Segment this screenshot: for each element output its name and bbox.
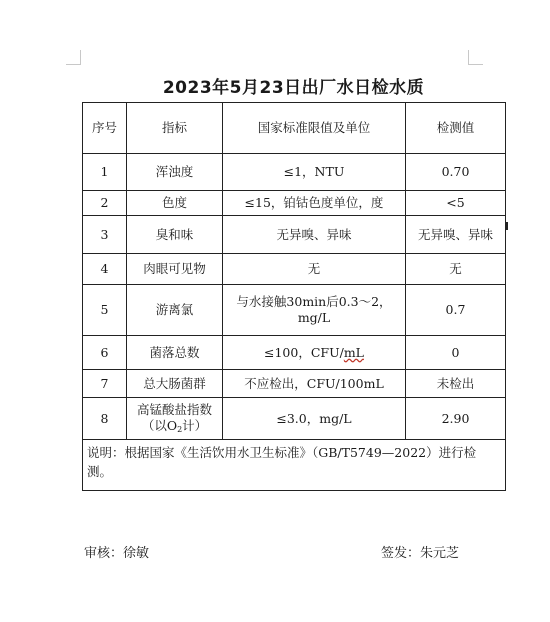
row-limit-text: ≤100，CFU/ — [264, 344, 344, 360]
row-no: 8 — [83, 398, 127, 440]
row-item — [127, 398, 223, 440]
row-no: 2 — [83, 191, 127, 216]
header-value: 检测值 — [406, 103, 506, 154]
document-title: 2023年5月23日出厂水日检水质 — [162, 78, 425, 98]
header-limit: 国家标准限值及单位 — [223, 103, 406, 154]
row-value: 无异嗅、异味 — [406, 216, 506, 254]
row-limit: ≤15，铂钴色度单位，度 — [223, 191, 406, 216]
row-item-line2a: （以O — [141, 417, 178, 433]
row-value: 0.7 — [406, 285, 506, 336]
page-corner-mark-top-left — [66, 50, 81, 65]
table-row — [83, 191, 506, 216]
row-item-subscript: 2 — [177, 424, 183, 434]
row-limit: 不应检出，CFU/100mL — [223, 370, 406, 398]
row-limit: ≤3.0，mg/L — [223, 398, 406, 440]
row-no: 4 — [83, 254, 127, 285]
water-quality-table — [82, 102, 506, 491]
table-row — [83, 398, 506, 440]
row-value: 2.90 — [406, 398, 506, 440]
row-item: 菌落总数 — [127, 336, 223, 370]
table-row — [83, 154, 506, 191]
row-item-line2b: 计） — [182, 417, 208, 433]
row-limit: 无异嗅、异味 — [223, 216, 406, 254]
table-row — [83, 336, 506, 370]
row-item: 游离氯 — [127, 285, 223, 336]
row-limit — [223, 336, 406, 370]
table-row — [83, 285, 506, 336]
reviewer-signature: 审核：徐敏 — [84, 546, 150, 561]
table-edge-mark — [506, 222, 508, 230]
row-limit: ≤1，NTU — [223, 154, 406, 191]
row-item: 浑浊度 — [127, 154, 223, 191]
row-no: 3 — [83, 216, 127, 254]
page-corner-mark-top-right — [468, 50, 483, 65]
issuer-signature: 签发：朱元芝 — [381, 546, 460, 561]
row-limit: 与水接触30min后0.3～2，mg/L — [223, 285, 406, 336]
row-value: 0 — [406, 336, 506, 370]
row-item: 臭和味 — [127, 216, 223, 254]
header-no: 序号 — [83, 103, 127, 154]
table-row — [83, 254, 506, 285]
row-item: 总大肠菌群 — [127, 370, 223, 398]
row-value: 无 — [406, 254, 506, 285]
row-no: 7 — [83, 370, 127, 398]
row-limit-unit: mL — [343, 344, 364, 360]
note-text: 说明：根据国家《生活饮用水卫生标准》（GB/T5749—2022）进行检测。 — [83, 440, 506, 491]
row-value: 未检出 — [406, 370, 506, 398]
note-row — [83, 440, 506, 491]
table-row — [83, 370, 506, 398]
row-item: 色度 — [127, 191, 223, 216]
row-no: 1 — [83, 154, 127, 191]
row-value: <5 — [406, 191, 506, 216]
row-limit: 无 — [223, 254, 406, 285]
row-no: 6 — [83, 336, 127, 370]
row-no: 5 — [83, 285, 127, 336]
row-item: 肉眼可见物 — [127, 254, 223, 285]
row-item-line1: 高锰酸盐指数 — [136, 401, 212, 417]
table-row — [83, 216, 506, 254]
table-header-row — [83, 103, 506, 154]
row-value: 0.70 — [406, 154, 506, 191]
header-item: 指标 — [127, 103, 223, 154]
